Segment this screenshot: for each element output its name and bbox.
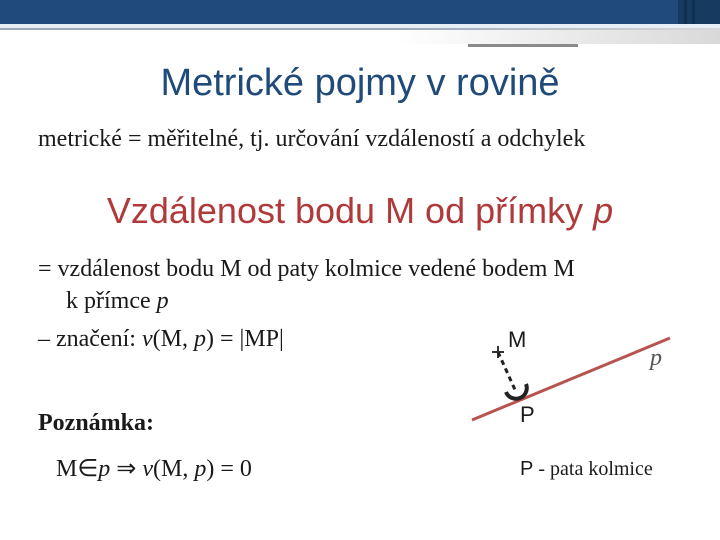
slide-title: Metrické pojmy v rovině (160, 62, 560, 104)
definition-line-1: = vzdálenost bodu M od paty kolmice vedené bodem M (38, 256, 575, 282)
note-pre: M∈ (56, 456, 99, 482)
note-implies: ⇒ (110, 456, 143, 482)
note-post: ) = 0 (206, 456, 252, 482)
right-angle-arc (506, 384, 527, 399)
notation-p: p (193, 326, 206, 352)
label-P: P (520, 402, 535, 427)
section-heading-main: Vzdálenost bodu M od přímky (106, 190, 594, 231)
label-line-p: p (650, 345, 662, 371)
note-v: v (142, 456, 154, 482)
pata-text: - pata kolmice (533, 458, 653, 480)
perpendicular-segment (498, 352, 516, 392)
section-heading-p: p (593, 190, 614, 231)
notation-prefix: – značení: (38, 326, 142, 352)
note-paren: (M, (153, 456, 195, 482)
intro-line: metrické = měřitelné, tj. určování vzdáleností a odchylek (38, 126, 586, 152)
notation-post: ) = |MP| (205, 326, 284, 352)
note-p2: p (194, 456, 207, 482)
notation-v: v (141, 326, 153, 352)
foot-of-perpendicular-label (520, 458, 653, 481)
definition-line-2-p: p (156, 288, 169, 314)
notation-mid: (M, (152, 326, 194, 352)
note-label: Poznámka: (38, 410, 154, 436)
definition-line-2-text: k přímce (66, 288, 157, 314)
line-p (472, 338, 670, 420)
note-p: p (98, 456, 111, 482)
pata-P: P (520, 458, 534, 480)
label-M: M (508, 327, 527, 352)
